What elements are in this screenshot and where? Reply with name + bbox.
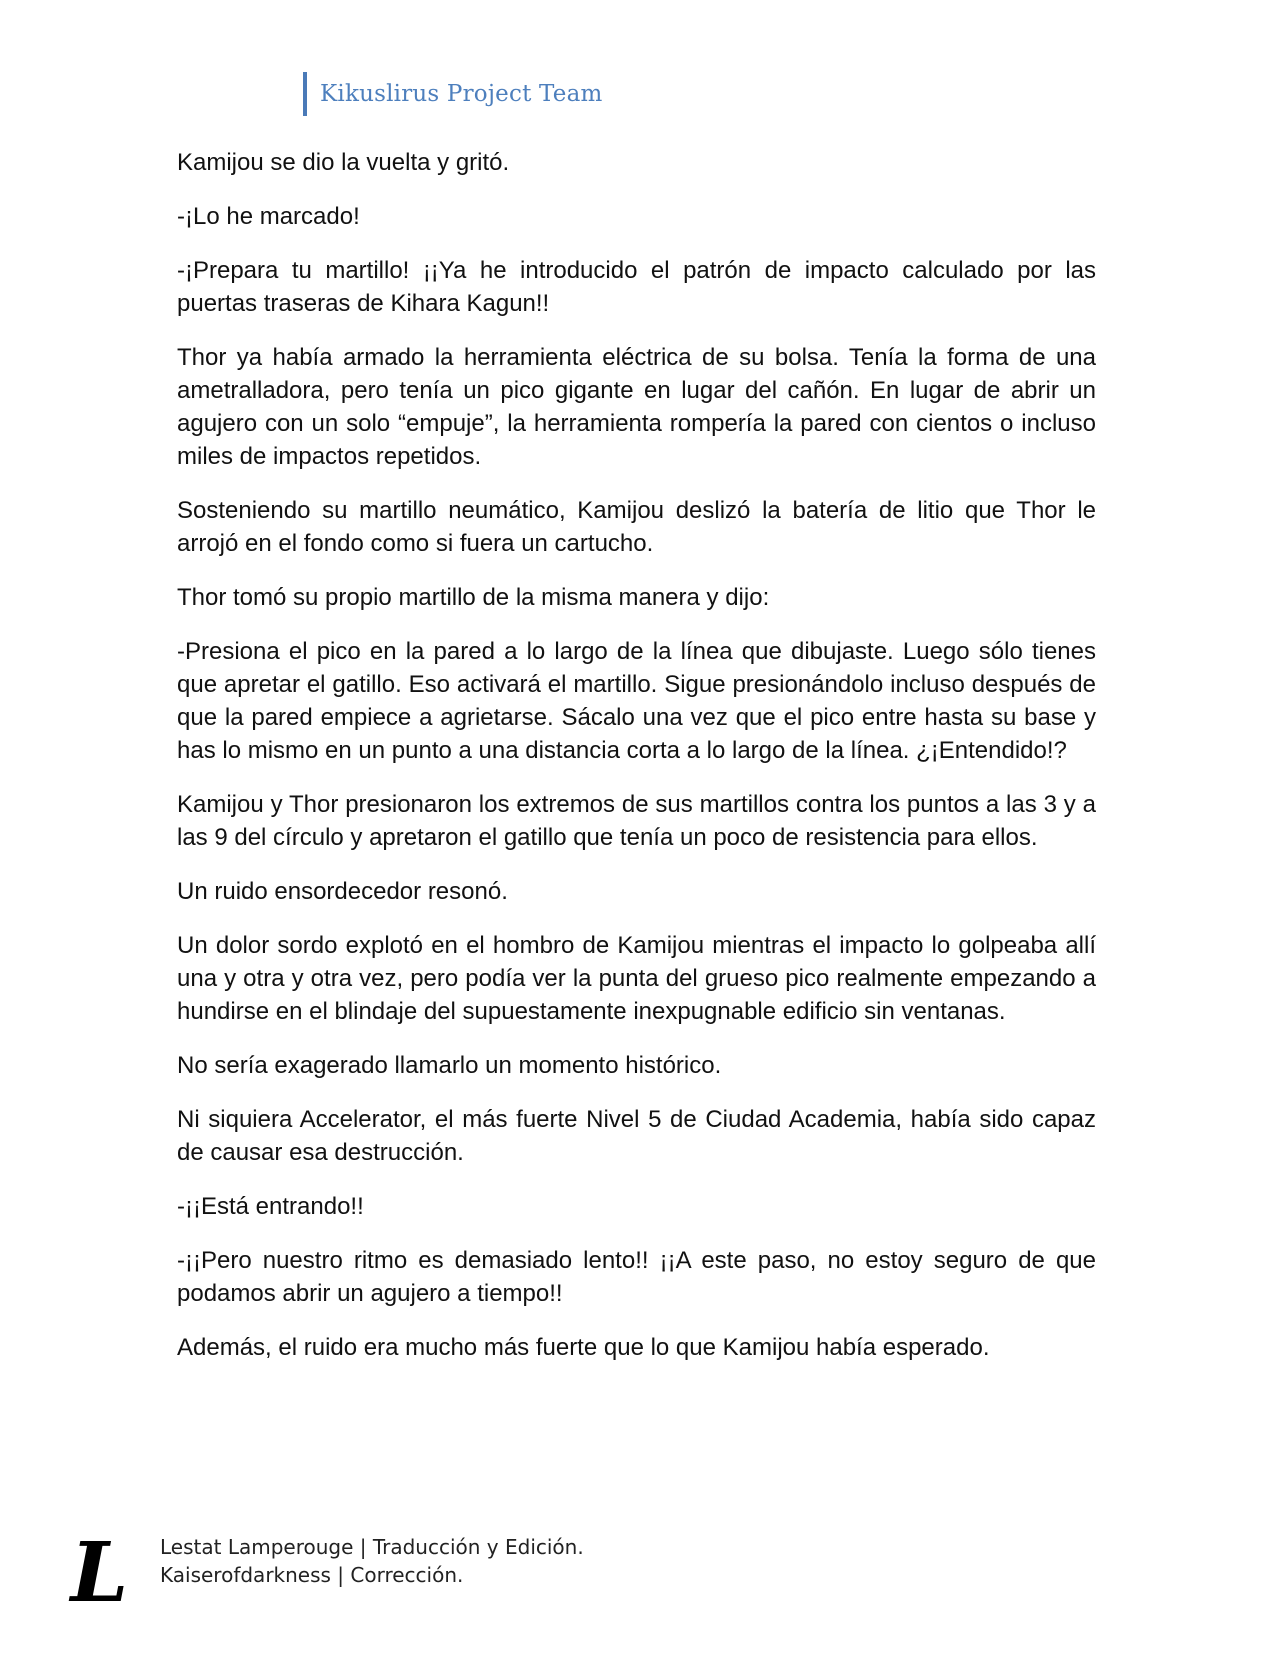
paragraph: -¡¡Pero nuestro ritmo es demasiado lento!! ¡¡A este paso, no estoy seguro de que podamos abrir un agujero a tiempo!! bbox=[177, 1247, 1096, 1307]
paragraph: No sería exagerado llamarlo un momento histórico. bbox=[177, 1052, 722, 1079]
footer-credit-translation: Lestat Lamperouge | Traducción y Edición. bbox=[160, 1535, 584, 1559]
header-title: Kikuslirus Project Team bbox=[320, 81, 603, 107]
gothic-letter-l-logo-icon: L bbox=[70, 1525, 129, 1621]
paragraph: -¡Lo he marcado! bbox=[177, 203, 360, 230]
paragraph: Ni siquiera Accelerator, el más fuerte Nivel 5 de Ciudad Academia, había sido capaz de causar esa destrucción. bbox=[177, 1106, 1096, 1166]
document-body bbox=[177, 146, 1096, 1385]
paragraph: -Presiona el pico en la pared a lo largo de la línea que dibujaste. Luego sólo tienes que apretar el gatillo. Eso activará el martillo. Sigue presionándolo incluso después de que la pared empiece a agrietarse. Sácalo una vez que el pico entre hasta su base y has lo mismo en un punto a una distancia corta a lo largo de la línea. ¿¡Entendido!? bbox=[177, 638, 1096, 764]
paragraph: -¡Prepara tu martillo! ¡¡Ya he introducido el patrón de impacto calculado por las puertas traseras de Kihara Kagun!! bbox=[177, 257, 1096, 317]
page-footer bbox=[62, 1525, 762, 1621]
header-accent-bar bbox=[303, 72, 307, 116]
paragraph: Thor ya había armado la herramienta eléctrica de su bolsa. Tenía la forma de una ametralladora, pero tenía un pico gigante en lugar del cañón. En lugar de abrir un agujero con un solo “empuje”, la herramienta rompería la pared con cientos o incluso miles de impactos repetidos. bbox=[177, 344, 1096, 470]
footer-credits bbox=[160, 1533, 584, 1589]
paragraph: Kamijou se dio la vuelta y gritó. bbox=[177, 149, 510, 176]
paragraph: Sosteniendo su martillo neumático, Kamijou deslizó la batería de litio que Thor le arrojó en el fondo como si fuera un cartucho. bbox=[177, 497, 1096, 557]
paragraph: Thor tomó su propio martillo de la misma manera y dijo: bbox=[177, 584, 770, 611]
paragraph: Un ruido ensordecedor resonó. bbox=[177, 878, 508, 905]
paragraph: Kamijou y Thor presionaron los extremos de sus martillos contra los puntos a las 3 y a las 9 del círculo y apretaron el gatillo que tenía un poco de resistencia para ellos. bbox=[177, 791, 1096, 851]
paragraph: Un dolor sordo explotó en el hombro de Kamijou mientras el impacto lo golpeaba allí una y otra y otra vez, pero podía ver la punta del grueso pico realmente empezando a hundirse en el blindaje del supuestamente inexpugnable edificio sin ventanas. bbox=[177, 932, 1096, 1025]
paragraph: -¡¡Está entrando!! bbox=[177, 1193, 364, 1220]
paragraph: Además, el ruido era mucho más fuerte que lo que Kamijou había esperado. bbox=[177, 1334, 990, 1361]
page-header bbox=[303, 72, 603, 116]
footer-credit-correction: Kaiserofdarkness | Corrección. bbox=[160, 1563, 464, 1587]
